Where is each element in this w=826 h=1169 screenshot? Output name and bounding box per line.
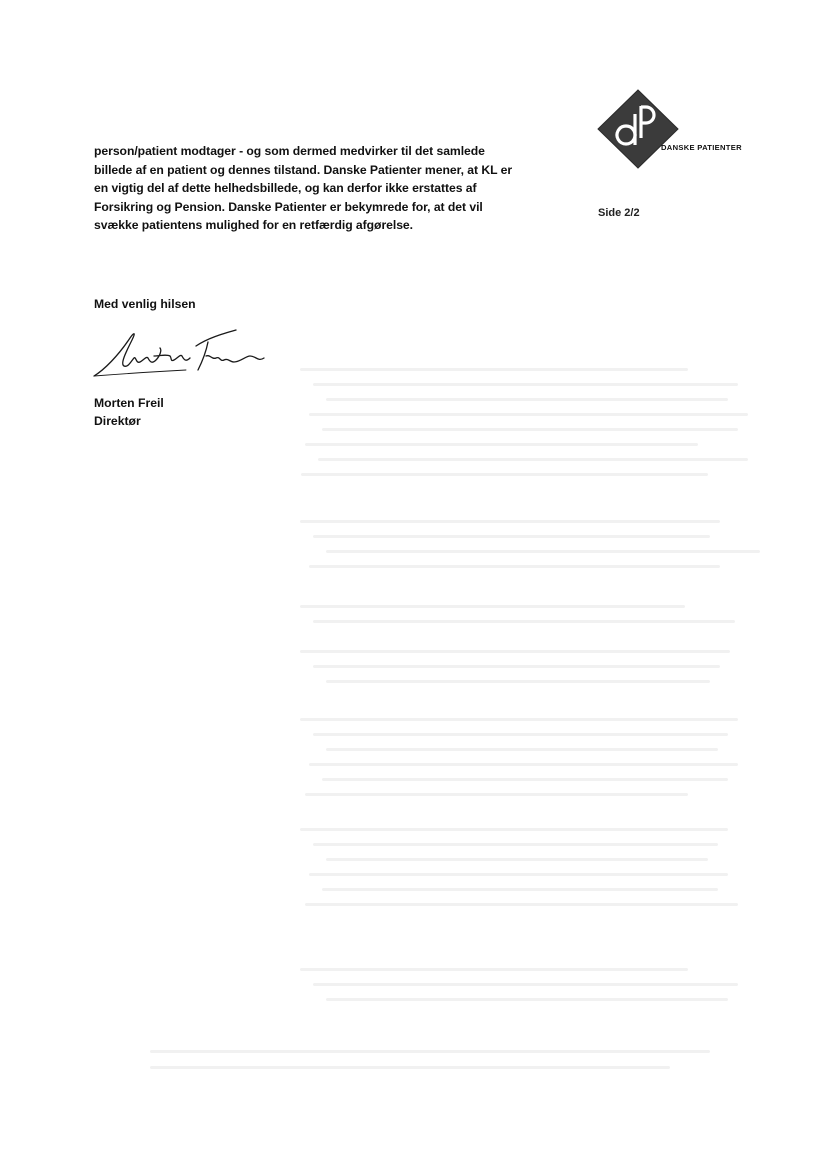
show-through-line: [300, 718, 738, 721]
show-through-line: [309, 873, 728, 876]
handwritten-signature: [90, 326, 270, 384]
show-through-line: [305, 793, 688, 796]
signer-block: [94, 395, 164, 430]
signer-title: Direktør: [94, 413, 141, 428]
show-through-line: [326, 550, 760, 553]
show-through-line: [309, 565, 720, 568]
show-through-line: [313, 665, 720, 668]
show-through-line: [313, 983, 738, 986]
page-number: Side 2/2: [598, 207, 640, 219]
show-through-line: [322, 428, 738, 431]
show-through-line: [309, 413, 748, 416]
signer-name: Morten Freil: [94, 396, 164, 410]
show-through-line: [313, 733, 728, 736]
danske-patienter-logo: [596, 88, 756, 170]
show-through-line: [313, 620, 735, 623]
show-through-line: [326, 398, 728, 401]
body-line: Forsikring og Pension. Danske Patienter er bekymrede for, at det vil: [94, 199, 483, 214]
show-through-line: [313, 535, 710, 538]
show-through-line: [300, 368, 688, 371]
letter-body: [94, 142, 554, 235]
show-through-line: [322, 888, 718, 891]
body-line: en vigtig del af dette helhedsbillede, og kan derfor ikke erstattes af: [94, 181, 477, 196]
show-through-line: [300, 828, 728, 831]
show-through-line: [300, 650, 730, 653]
body-line: person/patient modtager - og som dermed medvirker til det samlede: [94, 144, 485, 158]
show-through-line: [300, 968, 688, 971]
show-through-line: [318, 458, 748, 461]
show-through-line: [301, 473, 708, 476]
show-through-line: [326, 748, 718, 751]
show-through-line: [313, 843, 718, 846]
show-through-line: [326, 998, 728, 1001]
show-through-line: [326, 680, 710, 683]
show-through-line: [326, 858, 708, 861]
show-through-line: [300, 520, 720, 523]
show-through-line: [322, 778, 728, 781]
closing-salutation: Med venlig hilsen: [94, 297, 196, 311]
body-line: billede af en patient og dennes tilstand. Danske Patienter mener, at KL er: [94, 162, 513, 177]
show-through-line: [309, 763, 738, 766]
logo-wordmark: DANSKE PATIENTER: [661, 143, 742, 152]
body-line: svække patientens mulighed for en retfærdig afgørelse.: [94, 218, 413, 233]
show-through-line: [300, 605, 685, 608]
show-through-line: [150, 1050, 710, 1053]
show-through-line: [305, 903, 738, 906]
show-through-line: [313, 383, 738, 386]
show-through-line: [305, 443, 698, 446]
show-through-line: [150, 1066, 670, 1069]
